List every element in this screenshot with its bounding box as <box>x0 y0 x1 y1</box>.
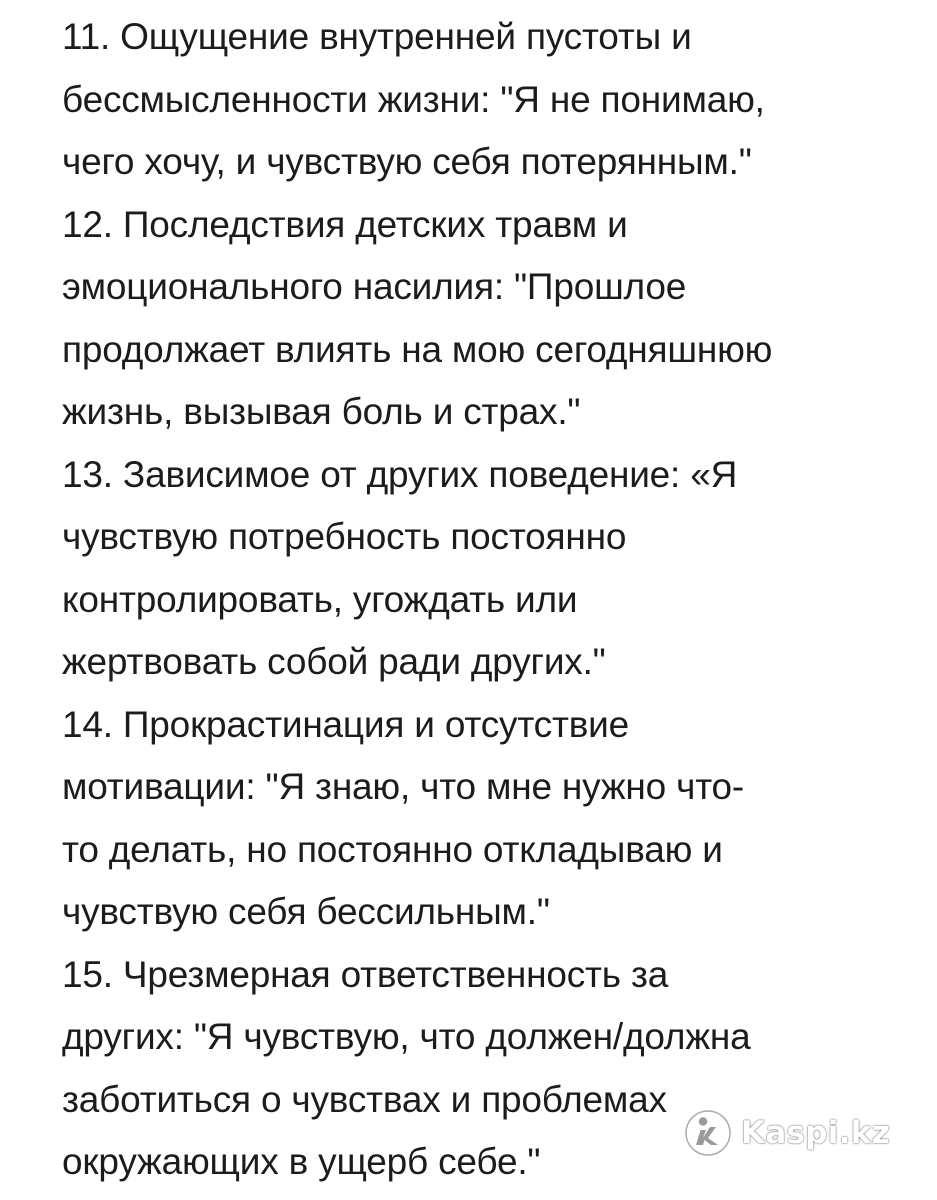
text-line: заботиться о чувствах и проблемах <box>62 1078 667 1120</box>
kaspi-logo-icon <box>683 1108 733 1158</box>
text-line: чувствую себя бессильным." <box>62 891 550 932</box>
text-line: 12. Последствия детских травм и <box>62 203 628 245</box>
watermark-text: Kaspi.kz <box>741 1115 891 1151</box>
document-text <box>62 6 922 1194</box>
text-line: чувствую потребность постоянно <box>62 516 627 557</box>
text-line: контролировать, угождать или <box>62 578 578 620</box>
text-line: жертвовать собой ради других." <box>62 641 606 682</box>
text-line: то делать, но постоянно откладываю и <box>62 828 723 870</box>
text-line: продолжает влиять на мою сегодняшнюю <box>62 328 773 370</box>
text-line: мотивации: "Я знаю, что мне нужно что- <box>62 766 745 807</box>
kaspi-watermark <box>683 1108 890 1158</box>
text-line: жизнь, вызывая боль и страх." <box>62 391 581 432</box>
text-line: 14. Прокрастинация и отсутствие <box>62 703 630 745</box>
text-line: 13. Зависимое от других поведение: «Я <box>62 453 738 495</box>
text-line: 11. Ощущение внутренней пустоты и <box>62 16 692 57</box>
text-line: 15. Чрезмерная ответственность за <box>62 953 669 995</box>
text-line: чего хочу, и чувствую себя потерянным." <box>62 141 752 182</box>
text-line: эмоционального насилия: "Прошлое <box>62 266 687 307</box>
text-line: других: "Я чувствую, что должен/должна <box>62 1016 751 1057</box>
text-line: бессмысленности жизни: "Я не понимаю, <box>62 78 765 120</box>
text-line: окружающих в ущерб себе." <box>62 1141 541 1182</box>
